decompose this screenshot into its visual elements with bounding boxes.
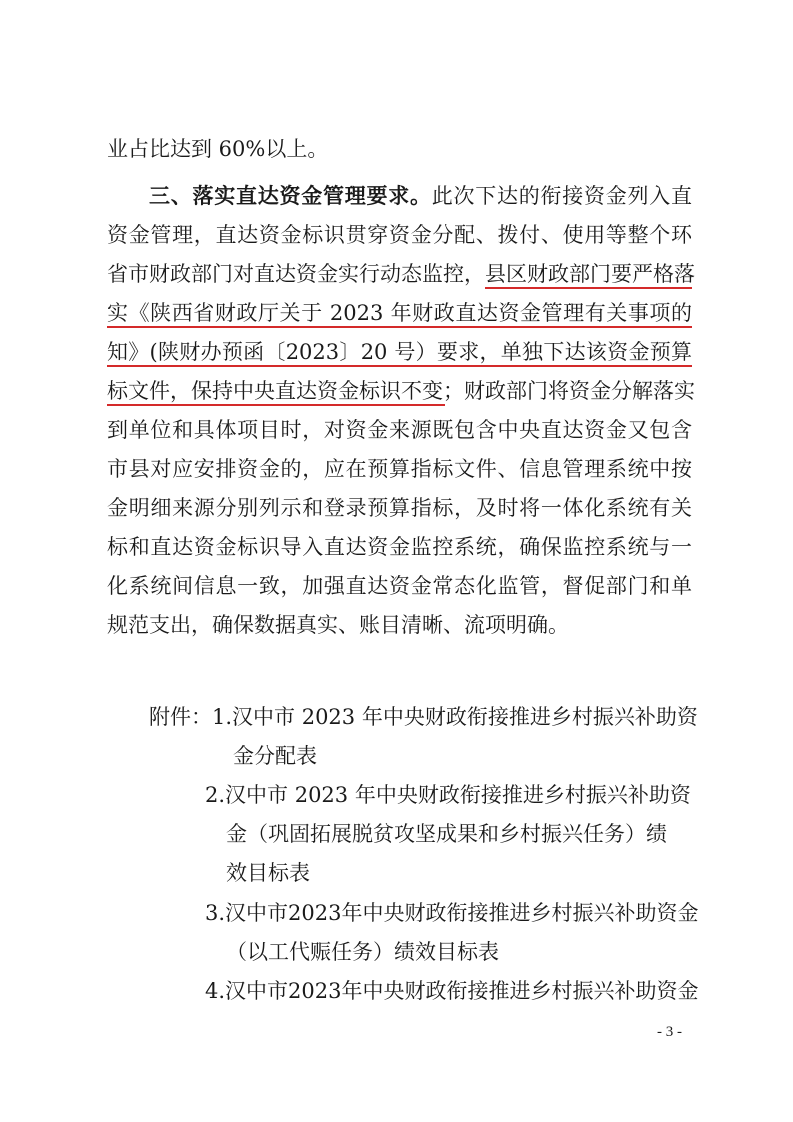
page-number: - 3 - — [657, 1024, 682, 1040]
attachment-item-continuation: 金分配表 — [233, 744, 317, 768]
paragraph-text: 省市财政部门对直达资金实行动态监控， — [107, 262, 485, 286]
underlined-text: 县区财政部门要严格落 — [485, 262, 695, 286]
paragraph-line: 化系统间信息一致，加强直达资金常态化监管，督促部门和单 — [107, 574, 692, 598]
underlined-text: 知》(陕财办预函〔2023〕20 号）要求，单独下达该资金预算 — [107, 340, 692, 364]
paragraph-line: 业占比达到 60%以上。 — [107, 137, 329, 161]
attachment-item-continuation: （以工代赈任务）绩效目标表 — [226, 940, 499, 964]
underlined-text: 实《陕西省财政厅关于 2023 年财政直达资金管理有关事项的 — [107, 301, 692, 325]
paragraph-text: ；财政部门将资金分解落实 — [443, 379, 695, 403]
attachments-label: 附件： — [149, 705, 212, 729]
underlined-text: 标文件，保持中央直达资金标识不变 — [107, 379, 443, 403]
red-underline — [107, 404, 445, 406]
red-underline — [107, 326, 692, 328]
section-3-first-line — [149, 181, 692, 211]
paragraph-line: 市县对应安排资金的，应在预算指标文件、信息管理系统中按 — [107, 457, 692, 481]
attachment-item: 2.汉中市 2023 年中央财政衔接推进乡村振兴补助资 — [205, 783, 691, 807]
paragraph-line: 到单位和具体项目时，对资金来源既包含中央直达资金又包含 — [107, 418, 692, 442]
paragraph-line: 资金管理，直达资金标识贯穿资金分配、拨付、使用等整个环 — [107, 223, 692, 247]
paragraph-line: 标和直达资金标识导入直达资金监控系统，确保监控系统与一 — [107, 535, 692, 559]
attachment-item-continuation: 效目标表 — [226, 861, 310, 885]
section-3-text: 此次下达的衔接资金列入直 — [431, 184, 692, 208]
paragraph-line: 金明细来源分别列示和登录预算指标，及时将一体化系统有关 — [107, 496, 692, 520]
attachment-item: 4.汉中市2023年中央财政衔接推进乡村振兴补助资金 — [205, 979, 699, 1003]
paragraph-line: 规范支出，确保数据真实、账目清晰、流项明确。 — [107, 613, 569, 637]
attachment-item: 1.汉中市 2023 年中央财政衔接推进乡村振兴补助资 — [212, 705, 698, 729]
red-underline — [107, 365, 692, 367]
paragraph-line — [107, 259, 695, 289]
red-underline — [485, 287, 692, 289]
attachment-item: 3.汉中市2023年中央财政衔接推进乡村振兴补助资金 — [205, 901, 699, 925]
section-3-heading: 三、落实直达资金管理要求。 — [149, 184, 432, 208]
attachment-item-continuation: 金（巩固拓展脱贫攻坚成果和乡村振兴任务）绩 — [226, 822, 667, 846]
paragraph-line — [107, 376, 695, 406]
